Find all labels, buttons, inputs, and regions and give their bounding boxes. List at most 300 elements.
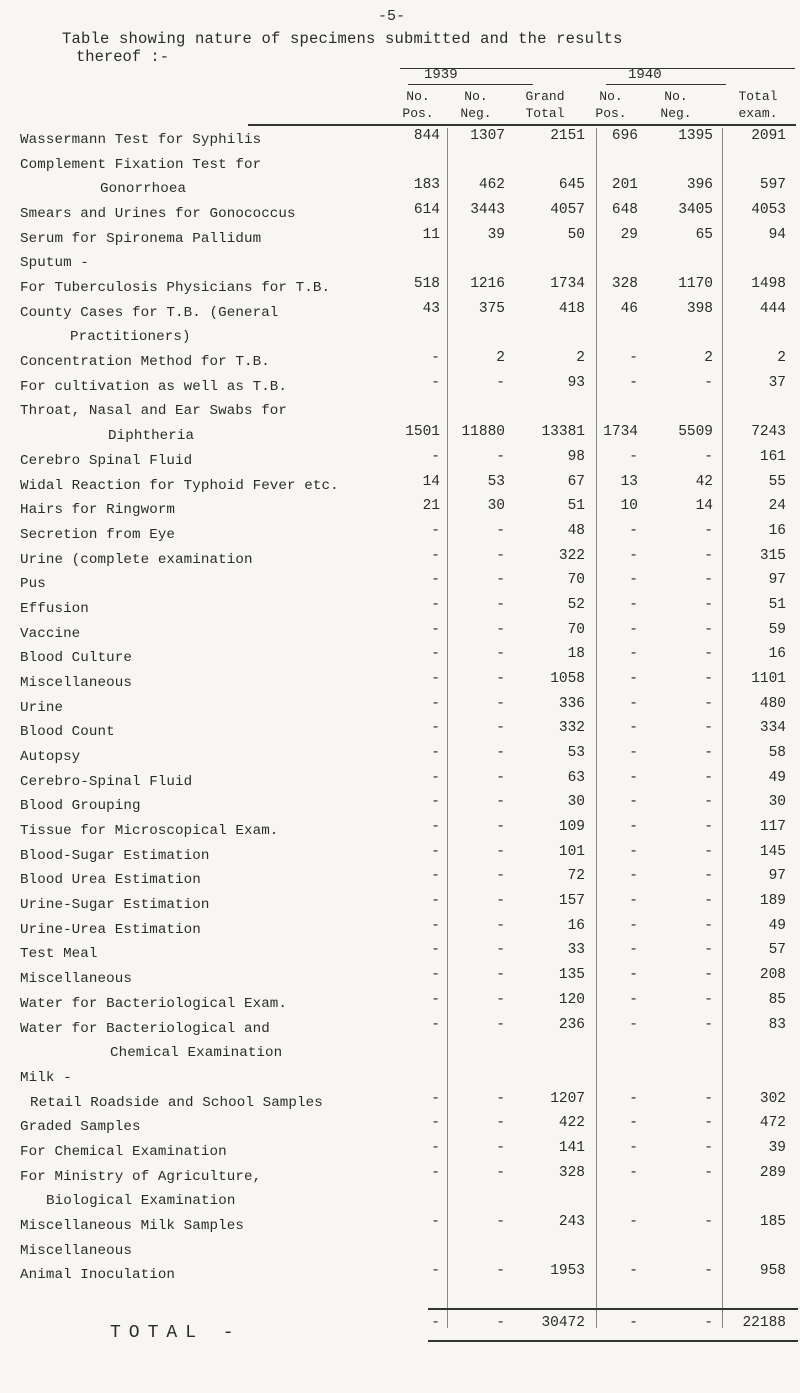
row-label: Urine <box>20 700 64 716</box>
cell-value: 3405 <box>678 202 713 218</box>
cell-value: 49 <box>768 770 786 786</box>
cell-value: - <box>704 992 713 1008</box>
row-label: Miscellaneous <box>20 971 132 987</box>
cell-value: 2091 <box>751 128 786 144</box>
cell-value: 2 <box>576 350 585 366</box>
cell-value: 322 <box>558 548 585 564</box>
cell-value: - <box>629 622 638 638</box>
row-label: Practitioners) <box>70 329 191 345</box>
cell-value: 398 <box>686 301 713 317</box>
cell-value: - <box>704 794 713 810</box>
column-header <box>388 88 448 122</box>
row-label: Retail Roadside and School Samples <box>30 1095 323 1111</box>
cell-value: 11880 <box>461 424 505 440</box>
cell-value: 52 <box>567 597 585 613</box>
cell-value: 48 <box>567 523 585 539</box>
cell-value: 30 <box>768 794 786 810</box>
cell-value: 70 <box>567 622 585 638</box>
cell-value: - <box>496 794 505 810</box>
cell-value: 135 <box>558 967 585 983</box>
cell-value: - <box>704 844 713 860</box>
column-header <box>581 88 641 122</box>
cell-value: 21 <box>422 498 440 514</box>
cell-value: - <box>704 1140 713 1156</box>
column-header-line2: Total <box>525 106 565 121</box>
column-header-line1: No. <box>464 89 488 104</box>
cell-value: 396 <box>686 177 713 193</box>
cell-value: 13 <box>620 474 638 490</box>
cell-value: - <box>431 918 440 934</box>
cell-value: 334 <box>759 720 786 736</box>
cell-value: 1101 <box>751 671 786 687</box>
cell-value: - <box>496 1115 505 1131</box>
cell-value: 39 <box>768 1140 786 1156</box>
row-label: County Cases for T.B. (General <box>20 305 279 321</box>
cell-value: - <box>704 1091 713 1107</box>
cell-value: 2 <box>496 350 505 366</box>
cell-value: 328 <box>558 1165 585 1181</box>
cell-value: 30 <box>567 794 585 810</box>
cell-value: 70 <box>567 572 585 588</box>
cell-value: 189 <box>759 893 786 909</box>
cell-value: - <box>704 745 713 761</box>
cell-value: - <box>629 868 638 884</box>
year-1940: 1940 <box>628 67 662 83</box>
cell-value: 161 <box>759 449 786 465</box>
total-value: - <box>704 1315 713 1331</box>
cell-value: - <box>431 375 440 391</box>
cell-value: 46 <box>620 301 638 317</box>
column-header <box>646 88 706 122</box>
cell-value: - <box>431 646 440 662</box>
cell-value: - <box>496 844 505 860</box>
cell-value: 645 <box>558 177 585 193</box>
cell-value: - <box>629 893 638 909</box>
cell-value: 614 <box>413 202 440 218</box>
cell-value: - <box>431 967 440 983</box>
cell-value: 53 <box>487 474 505 490</box>
cell-value: 51 <box>567 498 585 514</box>
cell-value: 183 <box>413 177 440 193</box>
row-label: Cerebro Spinal Fluid <box>20 453 193 469</box>
page-number: -5- <box>378 8 406 25</box>
cell-value: 1307 <box>470 128 505 144</box>
row-label: Smears and Urines for Gonococcus <box>20 206 296 222</box>
row-label: Sputum - <box>20 255 89 271</box>
cell-value: 33 <box>567 942 585 958</box>
cell-value: 332 <box>558 720 585 736</box>
cell-value: 958 <box>759 1263 786 1279</box>
cell-value: - <box>431 1115 440 1131</box>
cell-value: - <box>431 844 440 860</box>
cell-value: 208 <box>759 967 786 983</box>
cell-value: 94 <box>768 227 786 243</box>
column-header-line2: Neg. <box>660 106 692 121</box>
cell-value: 141 <box>558 1140 585 1156</box>
cell-value: 57 <box>768 942 786 958</box>
cell-value: 59 <box>768 622 786 638</box>
row-label: Hairs for Ringworm <box>20 502 176 518</box>
cell-value: - <box>431 794 440 810</box>
cell-value: - <box>496 646 505 662</box>
cell-value: - <box>629 1115 638 1131</box>
cell-value: - <box>496 992 505 1008</box>
cell-value: 72 <box>567 868 585 884</box>
cell-value: 2 <box>777 350 786 366</box>
cell-value: 7243 <box>751 424 786 440</box>
cell-value: 1170 <box>678 276 713 292</box>
total-top-rule <box>428 1308 798 1310</box>
cell-value: - <box>431 1140 440 1156</box>
cell-value: 37 <box>768 375 786 391</box>
cell-value: 11 <box>422 227 440 243</box>
cell-value: 16 <box>567 918 585 934</box>
row-label: Chemical Examination <box>110 1045 283 1061</box>
cell-value: 302 <box>759 1091 786 1107</box>
cell-value: - <box>629 942 638 958</box>
cell-value: 185 <box>759 1214 786 1230</box>
cell-value: - <box>704 597 713 613</box>
cell-value: - <box>704 449 713 465</box>
row-label: Blood Culture <box>20 650 132 666</box>
cell-value: - <box>496 1263 505 1279</box>
cell-value: 444 <box>759 301 786 317</box>
cell-value: - <box>704 868 713 884</box>
column-header <box>515 88 575 122</box>
cell-value: 236 <box>558 1017 585 1033</box>
cell-value: 67 <box>567 474 585 490</box>
cell-value: 844 <box>413 128 440 144</box>
cell-value: 18 <box>567 646 585 662</box>
cell-value: - <box>629 992 638 1008</box>
row-label: Wassermann Test for Syphilis <box>20 132 262 148</box>
cell-value: - <box>431 622 440 638</box>
cell-value: - <box>431 1214 440 1230</box>
cell-value: - <box>704 646 713 662</box>
cell-value: 43 <box>422 301 440 317</box>
row-label: Blood Grouping <box>20 798 141 814</box>
total-value: 30472 <box>541 1315 585 1331</box>
column-header <box>446 88 506 122</box>
cell-value: - <box>629 696 638 712</box>
cell-value: - <box>629 918 638 934</box>
header-top-rule <box>400 68 795 69</box>
cell-value: 30 <box>487 498 505 514</box>
cell-value: - <box>431 942 440 958</box>
table-caption: Table showing nature of specimens submitted and the results <box>62 30 623 48</box>
cell-value: 97 <box>768 572 786 588</box>
cell-value: - <box>629 1165 638 1181</box>
row-label: Diphtheria <box>108 428 195 444</box>
cell-value: - <box>704 696 713 712</box>
cell-value: - <box>496 942 505 958</box>
cell-value: - <box>496 819 505 835</box>
cell-value: - <box>704 1214 713 1230</box>
cell-value: 1395 <box>678 128 713 144</box>
cell-value: - <box>496 720 505 736</box>
cell-value: 1734 <box>550 276 585 292</box>
cell-value: - <box>629 967 638 983</box>
row-label: For Ministry of Agriculture, <box>20 1169 262 1185</box>
cell-value: - <box>629 844 638 860</box>
cell-value: 1498 <box>751 276 786 292</box>
cell-value: - <box>431 893 440 909</box>
cell-value: - <box>496 1214 505 1230</box>
column-header-line1: Grand <box>525 89 565 104</box>
cell-value: - <box>704 967 713 983</box>
cell-value: 201 <box>611 177 638 193</box>
cell-value: - <box>431 720 440 736</box>
cell-value: 13381 <box>541 424 585 440</box>
cell-value: 518 <box>413 276 440 292</box>
cell-value: 53 <box>567 745 585 761</box>
cell-value: 29 <box>620 227 638 243</box>
cell-value: - <box>431 572 440 588</box>
cell-value: - <box>704 819 713 835</box>
cell-value: - <box>496 1091 505 1107</box>
total-value: 22188 <box>742 1315 786 1331</box>
cell-value: - <box>496 745 505 761</box>
cell-value: - <box>704 1017 713 1033</box>
cell-value: - <box>431 1091 440 1107</box>
cell-value: 50 <box>567 227 585 243</box>
cell-value: - <box>704 523 713 539</box>
cell-value: 648 <box>611 202 638 218</box>
row-label: Autopsy <box>20 749 81 765</box>
column-header-line2: exam. <box>738 106 778 121</box>
row-label: Urine (complete examination <box>20 552 253 568</box>
cell-value: - <box>704 918 713 934</box>
cell-value: - <box>704 375 713 391</box>
row-label: Blood Count <box>20 724 115 740</box>
row-label: Water for Bacteriological and <box>20 1021 270 1037</box>
cell-value: 289 <box>759 1165 786 1181</box>
cell-value: - <box>496 597 505 613</box>
cell-value: - <box>431 548 440 564</box>
cell-value: - <box>629 671 638 687</box>
cell-value: - <box>629 819 638 835</box>
cell-value: 4053 <box>751 202 786 218</box>
cell-value: 85 <box>768 992 786 1008</box>
cell-value: 42 <box>695 474 713 490</box>
cell-value: 2151 <box>550 128 585 144</box>
cell-value: 1207 <box>550 1091 585 1107</box>
cell-value: - <box>629 350 638 366</box>
total-value: - <box>496 1315 505 1331</box>
row-label: Throat, Nasal and Ear Swabs for <box>20 403 288 419</box>
cell-value: 462 <box>478 177 505 193</box>
cell-value: 51 <box>768 597 786 613</box>
row-label: Cerebro-Spinal Fluid <box>20 774 193 790</box>
cell-value: 243 <box>558 1214 585 1230</box>
row-label: Effusion <box>20 601 89 617</box>
cell-value: - <box>704 1165 713 1181</box>
year-1939-underline <box>408 84 533 85</box>
cell-value: - <box>431 597 440 613</box>
cell-value: 63 <box>567 770 585 786</box>
cell-value: 83 <box>768 1017 786 1033</box>
cell-value: 101 <box>558 844 585 860</box>
cell-value: - <box>704 720 713 736</box>
cell-value: 1501 <box>405 424 440 440</box>
row-label: Miscellaneous Milk Samples <box>20 1218 244 1234</box>
table-caption-continued: thereof :- <box>76 48 170 66</box>
cell-value: - <box>704 770 713 786</box>
cell-value: - <box>431 671 440 687</box>
cell-value: 3443 <box>470 202 505 218</box>
cell-value: 65 <box>695 227 713 243</box>
row-label: Secretion from Eye <box>20 527 176 543</box>
cell-value: - <box>496 1140 505 1156</box>
cell-value: 16 <box>768 646 786 662</box>
row-label: For Tuberculosis Physicians for T.B. <box>20 280 331 296</box>
cell-value: - <box>496 572 505 588</box>
cell-value: - <box>496 449 505 465</box>
cell-value: - <box>431 1263 440 1279</box>
cell-value: 109 <box>558 819 585 835</box>
cell-value: - <box>496 671 505 687</box>
cell-value: 14 <box>422 474 440 490</box>
row-label: Urine-Urea Estimation <box>20 922 201 938</box>
row-label: Milk - <box>20 1070 72 1086</box>
cell-value: 14 <box>695 498 713 514</box>
total-bottom-rule <box>428 1340 798 1342</box>
cell-value: 93 <box>567 375 585 391</box>
cell-value: - <box>431 992 440 1008</box>
cell-value: - <box>629 548 638 564</box>
cell-value: 336 <box>558 696 585 712</box>
cell-value: - <box>704 671 713 687</box>
cell-value: - <box>431 745 440 761</box>
row-label: Gonorrhoea <box>100 181 187 197</box>
cell-value: 597 <box>759 177 786 193</box>
cell-value: - <box>496 548 505 564</box>
cell-value: - <box>431 350 440 366</box>
cell-value: - <box>629 523 638 539</box>
cell-value: - <box>629 449 638 465</box>
cell-value: - <box>704 893 713 909</box>
cell-value: 696 <box>611 128 638 144</box>
cell-value: - <box>704 548 713 564</box>
cell-value: - <box>629 720 638 736</box>
cell-value: - <box>629 1091 638 1107</box>
cell-value: 39 <box>487 227 505 243</box>
cell-value: - <box>629 1140 638 1156</box>
row-label: Animal Inoculation <box>20 1267 176 1283</box>
cell-value: - <box>431 1165 440 1181</box>
row-label: Concentration Method for T.B. <box>20 354 270 370</box>
total-value: - <box>629 1315 638 1331</box>
row-label: Tissue for Microscopical Exam. <box>20 823 279 839</box>
cell-value: - <box>431 449 440 465</box>
cell-value: 5509 <box>678 424 713 440</box>
cell-value: 58 <box>768 745 786 761</box>
cell-value: - <box>629 1017 638 1033</box>
total-value: - <box>431 1315 440 1331</box>
row-label: Urine-Sugar Estimation <box>20 897 210 913</box>
cell-value: 375 <box>478 301 505 317</box>
cell-value: 98 <box>567 449 585 465</box>
cell-value: - <box>629 375 638 391</box>
cell-value: 24 <box>768 498 786 514</box>
cell-value: - <box>496 696 505 712</box>
cell-value: - <box>431 523 440 539</box>
cell-value: 10 <box>620 498 638 514</box>
column-header-line1: No. <box>599 89 623 104</box>
cell-value: 1058 <box>550 671 585 687</box>
cell-value: 157 <box>558 893 585 909</box>
cell-value: - <box>496 770 505 786</box>
row-label: Miscellaneous <box>20 1243 132 1259</box>
column-header-line1: Total <box>738 89 778 104</box>
column-header-line2: Pos. <box>595 106 627 121</box>
cell-value: 422 <box>558 1115 585 1131</box>
row-label: Water for Bacteriological Exam. <box>20 996 288 1012</box>
cell-value: 328 <box>611 276 638 292</box>
cell-value: - <box>629 597 638 613</box>
cell-value: 1734 <box>603 424 638 440</box>
cell-value: - <box>629 794 638 810</box>
cell-value: - <box>431 819 440 835</box>
cell-value: - <box>496 622 505 638</box>
cell-value: - <box>496 375 505 391</box>
cell-value: - <box>704 942 713 958</box>
column-header-line2: Pos. <box>402 106 434 121</box>
cell-value: 1216 <box>470 276 505 292</box>
cell-value: 55 <box>768 474 786 490</box>
row-label: Biological Examination <box>46 1193 236 1209</box>
column-header-line2: Neg. <box>460 106 492 121</box>
column-divider <box>722 128 723 1328</box>
row-label: Pus <box>20 576 46 592</box>
cell-value: - <box>704 572 713 588</box>
row-label: Vaccine <box>20 626 81 642</box>
cell-value: 2 <box>704 350 713 366</box>
cell-value: - <box>704 622 713 638</box>
cell-value: - <box>431 770 440 786</box>
cell-value: - <box>431 868 440 884</box>
cell-value: - <box>496 868 505 884</box>
cell-value: - <box>431 696 440 712</box>
cell-value: 97 <box>768 868 786 884</box>
cell-value: - <box>496 523 505 539</box>
cell-value: 1953 <box>550 1263 585 1279</box>
cell-value: 472 <box>759 1115 786 1131</box>
row-label: Complement Fixation Test for <box>20 157 262 173</box>
cell-value: - <box>496 1165 505 1181</box>
year-1940-underline <box>606 84 726 85</box>
row-label: Widal Reaction for Typhoid Fever etc. <box>20 478 339 494</box>
column-header <box>728 88 788 122</box>
row-label: For Chemical Examination <box>20 1144 227 1160</box>
row-label: Miscellaneous <box>20 675 132 691</box>
cell-value: - <box>629 572 638 588</box>
row-label: Graded Samples <box>20 1119 141 1135</box>
row-label: Blood-Sugar Estimation <box>20 848 210 864</box>
cell-value: - <box>629 770 638 786</box>
cell-value: - <box>704 1263 713 1279</box>
row-label: Test Meal <box>20 946 98 962</box>
cell-value: 418 <box>558 301 585 317</box>
cell-value: 16 <box>768 523 786 539</box>
cell-value: 145 <box>759 844 786 860</box>
row-label: For cultivation as well as T.B. <box>20 379 288 395</box>
cell-value: 49 <box>768 918 786 934</box>
cell-value: - <box>496 967 505 983</box>
cell-value: 117 <box>759 819 786 835</box>
row-label: Blood Urea Estimation <box>20 872 201 888</box>
cell-value: - <box>496 1017 505 1033</box>
